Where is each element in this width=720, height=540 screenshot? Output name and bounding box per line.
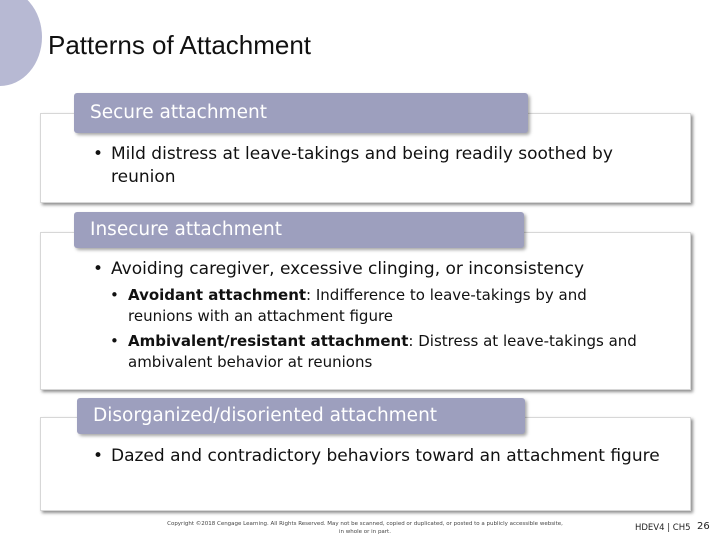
bullet-insecure-1 (93, 258, 691, 281)
footer-course-code: HDEV4 | CH5 (635, 523, 691, 533)
section-disorganized-header: Disorganized/disoriented attachment (77, 398, 525, 434)
bullet-secure-1 (93, 143, 671, 189)
footer-copyright-line2: in whole or in part. (339, 529, 391, 535)
section-insecure-header: Insecure attachment (74, 212, 524, 248)
bullet-dot: • (110, 332, 119, 350)
bullet-disorganized-1 (93, 445, 671, 468)
bullet-dot: • (93, 446, 104, 466)
subbullet-text: : Distress at leave-takings and ambivalent behavior at reunions (128, 332, 637, 371)
bullet-dot: • (93, 144, 104, 164)
bullet-dot: • (93, 259, 104, 279)
section-secure-header: Secure attachment (74, 93, 528, 133)
subbullet-ambivalent (110, 331, 648, 373)
slide-title: Patterns of Attachment (48, 30, 312, 60)
footer-page-number: 26 (697, 521, 710, 532)
bullet-dot: • (110, 286, 119, 304)
footer-copyright-line1: Copyright ©2018 Cengage Learning. All Rights Reserved. May not be scanned, copied or duplicated, or posted to a publicly accessible website, (167, 521, 563, 527)
term-ambivalent: Ambivalent/resistant attachment (128, 332, 409, 350)
decorative-corner-circle (0, 0, 42, 86)
term-avoidant: Avoidant attachment (128, 286, 307, 304)
subbullet-avoidant (110, 285, 628, 327)
bullet-text: Dazed and contradictory behaviors toward an attachment figure (111, 446, 660, 466)
bullet-text: Mild distress at leave-takings and being readily soothed by reunion (111, 144, 613, 187)
bullet-text: Avoiding caregiver, excessive clinging, or inconsistency (111, 259, 585, 279)
subbullet-text: : Indifference to leave-takings by and reunions with an attachment figure (128, 286, 587, 325)
footer-copyright (100, 520, 630, 536)
